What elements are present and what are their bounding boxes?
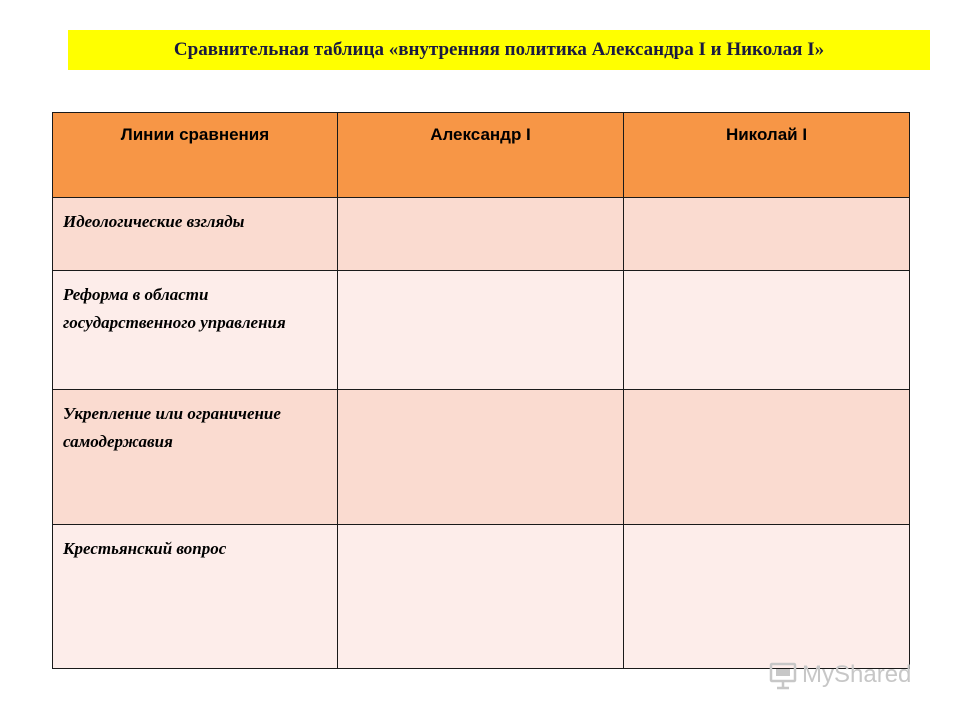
watermark-text: MyShared [802,661,912,688]
table-row [53,390,910,525]
cell-nicholas [624,198,910,271]
header-criteria: Линии сравнения [53,113,338,198]
cell-alexander [338,390,624,525]
row-label: Укрепление или ограничение самодержавия [53,390,338,525]
page-title-text: Сравнительная таблица «внутренняя политика Александра I и Николая I» [173,39,825,60]
comparison-table [52,112,910,669]
header-alexander: Александр I [338,113,624,198]
table-header-row [53,113,910,198]
row-label: Реформа в области государственного управления [53,271,338,390]
cell-nicholas [624,525,910,669]
page-title [68,30,930,70]
watermark [768,660,911,690]
table-row [53,271,910,390]
cell-alexander [338,198,624,271]
row-label: Крестьянский вопрос [53,525,338,669]
header-nicholas: Николай I [624,113,910,198]
cell-alexander [338,525,624,669]
row-label: Идеологические взгляды [53,198,338,271]
table-row [53,198,910,271]
cell-nicholas [624,390,910,525]
cell-alexander [338,271,624,390]
presentation-board-icon [768,660,798,690]
table-row [53,525,910,669]
cell-nicholas [624,271,910,390]
